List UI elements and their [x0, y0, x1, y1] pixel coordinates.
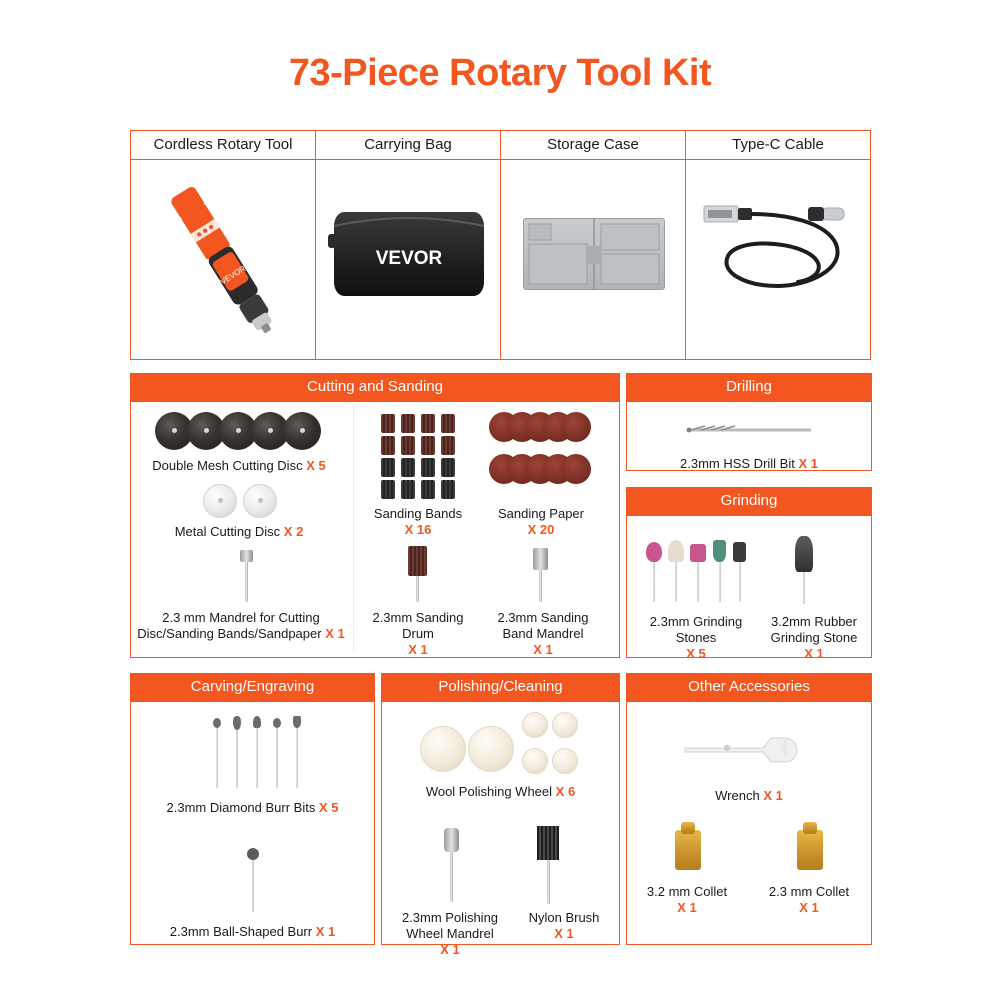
- section-title: Drilling: [627, 374, 871, 402]
- card-label: Type-C Cable: [686, 131, 870, 160]
- carrying-bag-image: [316, 160, 500, 358]
- card-storage-case: [500, 130, 686, 360]
- bag-details: [316, 160, 502, 358]
- section-body: [627, 702, 871, 942]
- item-name: Double Mesh Cutting Disc: [152, 457, 303, 473]
- item-name: 2.3mm Sanding Drum: [372, 609, 464, 641]
- section-title: Grinding: [627, 488, 871, 516]
- type-c-cable-image: [686, 160, 870, 358]
- top-product-cards: [130, 130, 872, 360]
- item-qty: X 1: [408, 642, 428, 657]
- item-name: 2.3mm Diamond Burr Bits: [166, 799, 316, 815]
- item-name: Wrench: [715, 787, 760, 803]
- item-name: Nylon Brush: [528, 909, 600, 925]
- section-polishing-cleaning: [381, 673, 620, 957]
- item-qty: X 6: [555, 783, 576, 799]
- section-body: [131, 402, 619, 655]
- section-carving-engraving: [130, 673, 375, 945]
- card-cordless-rotary-tool: [130, 130, 316, 360]
- item-name: 3.2 mm Collet: [646, 883, 728, 899]
- storage-case-image: [501, 160, 685, 358]
- item-qty: X 1: [554, 925, 574, 941]
- section-body: [382, 702, 619, 957]
- section-title: Cutting and Sanding: [131, 374, 619, 402]
- item-name: 2.3 mm Mandrel for Cutting Disc/Sanding Bands/Sandpaper: [137, 609, 322, 641]
- item-name: Metal Cutting Disc: [174, 523, 281, 539]
- item-qty: X 1: [440, 942, 460, 957]
- card-carrying-bag: [315, 130, 501, 360]
- item-qty: X 20: [527, 521, 555, 537]
- section-grinding: [626, 487, 872, 661]
- case-details: [501, 160, 687, 358]
- item-qty: X 16: [404, 521, 432, 537]
- section-drilling: [626, 373, 872, 471]
- cable-icon: [686, 160, 872, 358]
- svg-text:VEVOR: VEVOR: [218, 263, 248, 287]
- section-other-accessories: [626, 673, 872, 945]
- item-name: Sanding Paper: [497, 505, 584, 521]
- item-name: Sanding Bands: [373, 505, 463, 521]
- item-qty: X 1: [799, 899, 819, 915]
- item-name: 2.3 mm Collet: [768, 883, 850, 899]
- section-title: Carving/Engraving: [131, 674, 374, 702]
- brush-bristles: [537, 826, 559, 860]
- section-body: [627, 402, 871, 471]
- item-qty: X 1: [677, 899, 697, 915]
- item-qty: X 5: [686, 646, 706, 661]
- item-name: 3.2mm Rubber Grinding Stone: [770, 613, 858, 645]
- section-title: Polishing/Cleaning: [382, 674, 619, 702]
- card-type-c-cable: [685, 130, 871, 360]
- item-qty: X 2: [283, 523, 304, 539]
- item-qty: X 1: [325, 625, 345, 641]
- item-qty: X 1: [804, 646, 824, 661]
- wrench-icon: [627, 716, 873, 786]
- rotary-tool-icon: [131, 160, 317, 358]
- section-body: [131, 702, 374, 942]
- card-label: Storage Case: [501, 131, 685, 160]
- item-qty: X 1: [315, 923, 336, 939]
- drill-bit-icon: [627, 410, 873, 450]
- item-qty: X 5: [306, 457, 326, 473]
- section-cutting-and-sanding: [130, 373, 620, 658]
- section-title: Other Accessories: [627, 674, 871, 702]
- item-name: 2.3mm Ball-Shaped Burr: [169, 923, 313, 939]
- card-label: Carrying Bag: [316, 131, 500, 160]
- svg-text:VEVOR: VEVOR: [375, 248, 443, 269]
- item-qty: X 1: [533, 642, 553, 657]
- divider: [353, 406, 354, 652]
- item-name: 2.3mm Grinding Stones: [649, 613, 743, 645]
- section-body: [627, 516, 871, 661]
- item-name: Wool Polishing Wheel: [425, 783, 553, 799]
- card-label: Cordless Rotary Tool: [131, 131, 315, 160]
- item-name: 2.3mm Sanding Band Mandrel: [497, 609, 589, 641]
- page-title: 73-Piece Rotary Tool Kit: [288, 52, 712, 94]
- item-qty: X 5: [318, 799, 339, 815]
- item-qty: X 1: [763, 787, 783, 803]
- item-qty: X 1: [798, 455, 818, 471]
- item-name: 2.3mm HSS Drill Bit: [680, 455, 795, 471]
- item-name: 2.3mm Polishing Wheel Mandrel: [401, 909, 499, 941]
- rotary-tool-image: [131, 160, 315, 358]
